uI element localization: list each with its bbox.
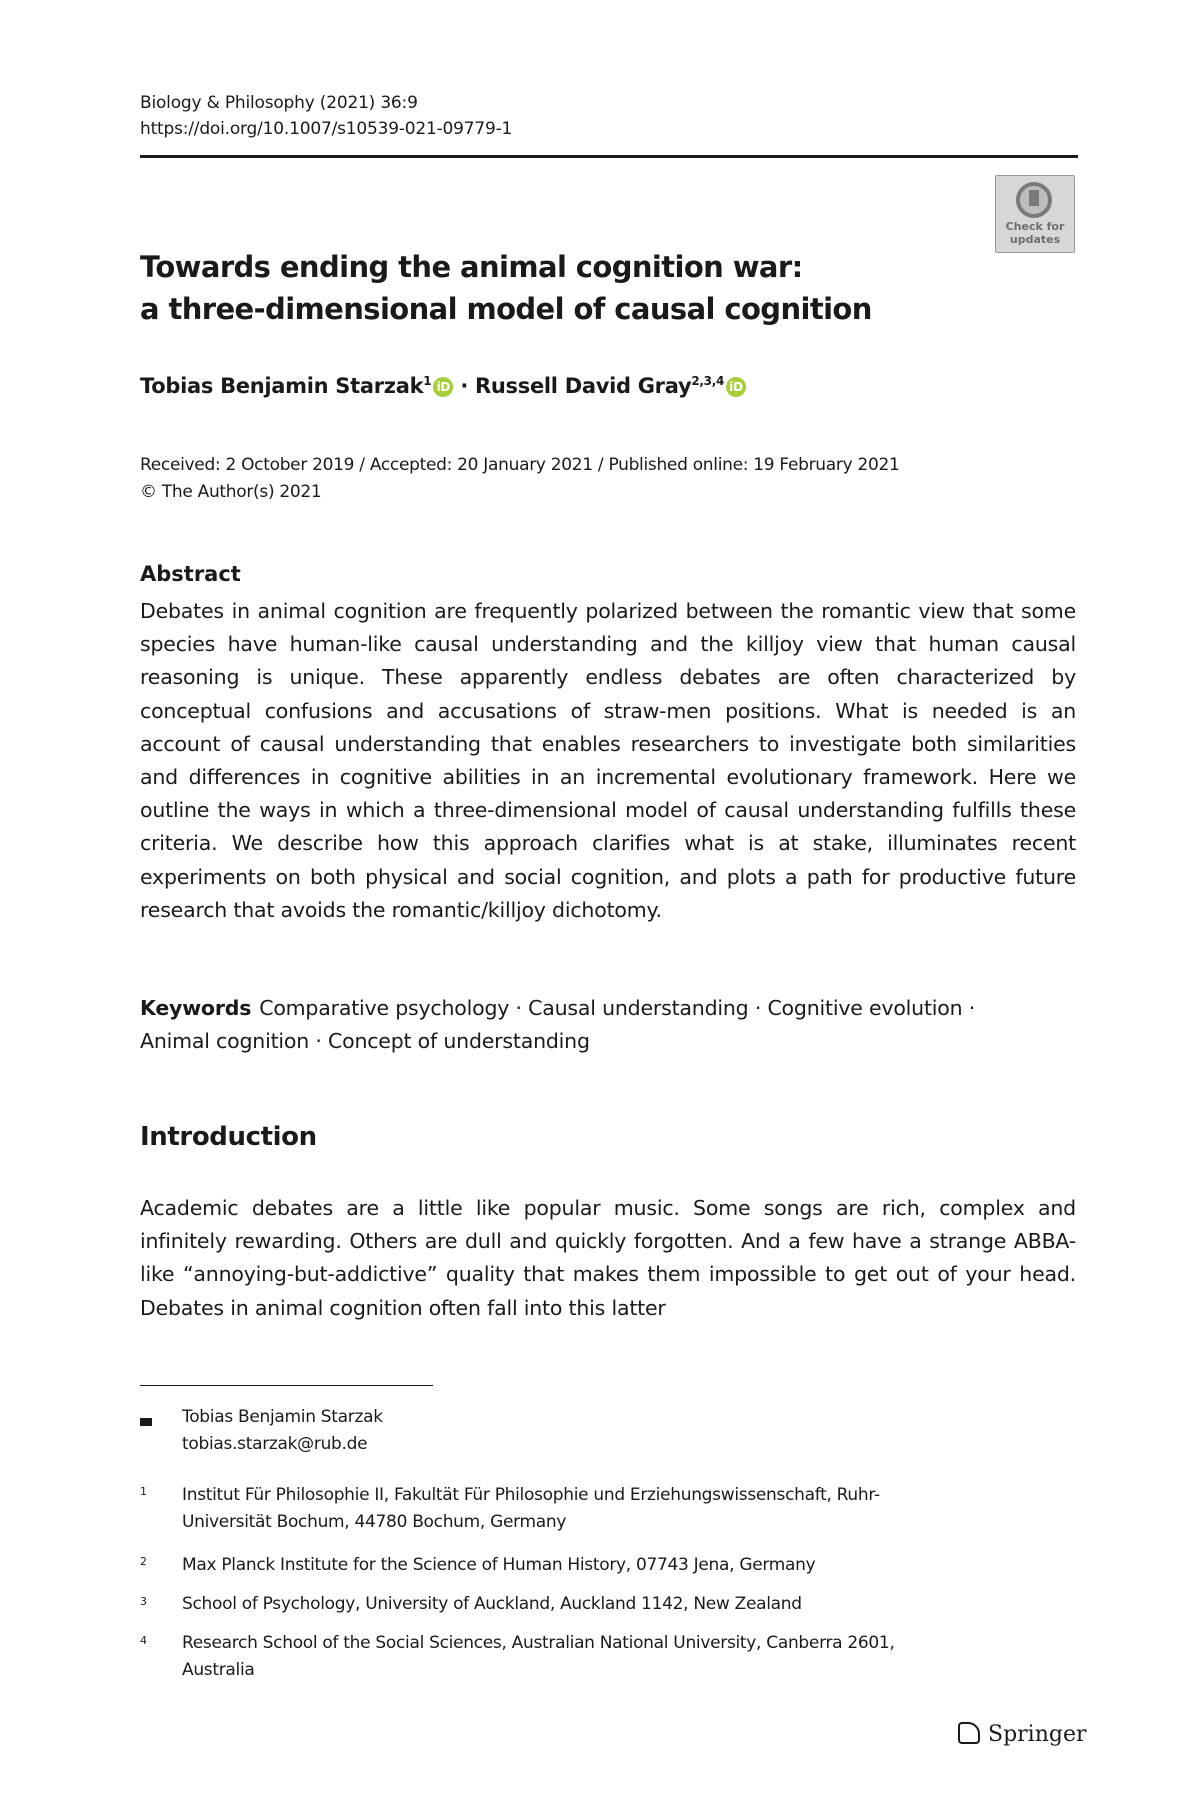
journal-header — [140, 90, 512, 142]
publication-dates — [140, 452, 900, 506]
author-affiliation-sup: 2,3,4 — [691, 374, 725, 388]
title-line-2: a three-dimensional model of causal cognition — [140, 292, 872, 326]
affiliation-number: 3 — [140, 1595, 147, 1608]
envelope-icon — [140, 1418, 152, 1426]
corresponding-name: Tobias Benjamin Starzak — [182, 1407, 383, 1427]
springer-horse-icon — [958, 1722, 980, 1744]
check-updates-label: Check for updates — [1005, 220, 1065, 246]
title-line-1: Towards ending the animal cognition war: — [140, 250, 803, 284]
abstract-text: Debates in animal cognition are frequently polarized between the romantic view that some species have human-like causal understanding and the killjoy view that human causal reasoning is unique. These apparently endless debates are often characterized by conceptual confusions and accusations of straw-men positions. What is needed is an account of causal understanding that enables researchers to investigate both similarities and differences in cognitive abilities in an incremental evolutionary framework. Here we outline the ways in which a three-dimensional model of causal understanding fulfills these criteria. We describe how this approach clarifies what is at stake, illuminates recent experiments on both physical and social cognition, and plots a path for productive future research that avoids the romantic/killjoy dichotomy. — [140, 599, 1076, 922]
publisher-logo — [958, 1722, 1087, 1747]
author-name[interactable]: Russell David Gray — [475, 374, 692, 398]
introduction-text: Academic debates are a little like popular music. Some songs are rich, complex and infinitely rewarding. Others are dull and quickly forgotten. And a few have a strange ABBA-like “annoying-but-addictive” quality that makes them impossible to get out of your head. Debates in animal cognition often fall into this latter — [140, 1196, 1076, 1320]
author-list — [140, 374, 746, 398]
article-title — [140, 246, 1040, 330]
keywords — [140, 992, 1076, 1058]
keywords-label: Keywords — [140, 996, 252, 1020]
author-affiliation-sup: 1 — [423, 374, 432, 388]
copyright-notice: © The Author(s) 2021 — [140, 482, 322, 502]
bookmark-icon — [1029, 190, 1039, 206]
doi-link[interactable]: https://doi.org/10.1007/s10539-021-09779-1 — [140, 119, 513, 139]
author-name[interactable]: Tobias Benjamin Starzak — [140, 374, 424, 398]
check-for-updates-badge[interactable] — [995, 175, 1075, 253]
affiliation-number: 2 — [140, 1555, 147, 1568]
header-rule — [140, 155, 1078, 158]
affiliation-number: 4 — [140, 1634, 147, 1647]
article-history: Received: 2 October 2019 / Accepted: 20 January 2021 / Published online: 19 February 2021 — [140, 455, 900, 475]
corresponding-author — [182, 1404, 1062, 1458]
abstract-heading: Abstract — [140, 562, 241, 586]
section-heading-introduction: Introduction — [140, 1122, 317, 1152]
keywords-line-1: Comparative psychology · Causal understanding · Cognitive evolution · — [259, 996, 976, 1020]
keywords-line-2: Animal cognition · Concept of understanding — [140, 1029, 590, 1053]
orcid-icon[interactable]: iD — [433, 377, 453, 397]
corresponding-email[interactable]: tobias.starzak@rub.de — [182, 1434, 368, 1454]
affiliation-item: Research School of the Social Sciences, Australian National University, Canberra 2601, Australia — [182, 1633, 895, 1680]
affiliation-item: Institut Für Philosophie II, Fakultät Für Philosophie und Erziehungswissenschaft, Ruhr- Universität Bochum, 44780 Bochum, Germany — [182, 1485, 880, 1532]
affiliation-number: 1 — [140, 1485, 147, 1498]
publisher-name: Springer — [988, 1722, 1087, 1747]
affiliation-item: Max Planck Institute for the Science of Human History, 07743 Jena, Germany — [182, 1555, 816, 1575]
footnote-rule — [140, 1385, 433, 1386]
affiliation-item: School of Psychology, University of Auckland, Auckland 1142, New Zealand — [182, 1594, 802, 1614]
orcid-icon[interactable]: iD — [726, 377, 746, 397]
author-separator: · — [460, 374, 469, 398]
journal-citation: Biology & Philosophy (2021) 36:9 — [140, 93, 418, 113]
